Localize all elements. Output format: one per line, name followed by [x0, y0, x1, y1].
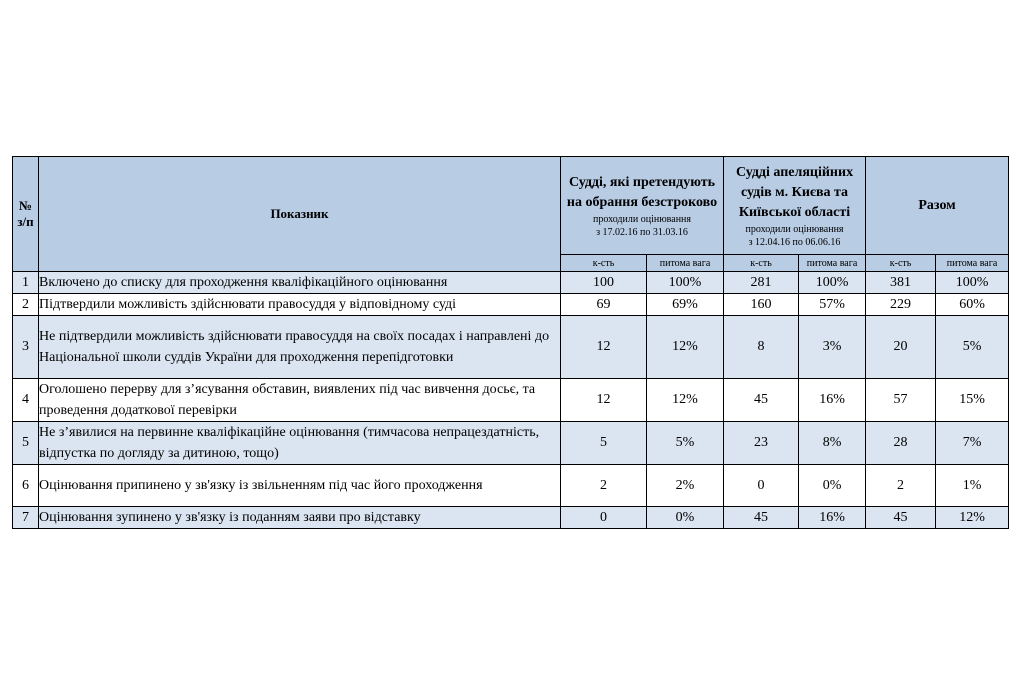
- row-share-total: 15%: [936, 379, 1009, 422]
- table-row: [13, 422, 1009, 465]
- row-indicator: Оцінювання зупинено у зв'язку із поданням заяви про відставку: [39, 507, 561, 529]
- row-share-total: 1%: [936, 465, 1009, 507]
- row-share-total: 60%: [936, 294, 1009, 316]
- header-group-1: [561, 157, 724, 255]
- row-num: 3: [13, 316, 39, 379]
- group-1-title: Судді, які претендують на обрання безстроково: [566, 174, 718, 210]
- row-share-2: 0%: [799, 465, 866, 507]
- row-count-2: 45: [724, 507, 799, 529]
- row-count-total: 2: [866, 465, 936, 507]
- row-share-1: 0%: [647, 507, 724, 529]
- row-num: 5: [13, 422, 39, 465]
- table-row: [13, 294, 1009, 316]
- group-1-sub1: проходили оцінювання: [593, 213, 691, 225]
- row-num: 6: [13, 465, 39, 507]
- row-share-total: 7%: [936, 422, 1009, 465]
- subheader-count-3: к-сть: [866, 255, 936, 272]
- table-row: [13, 379, 1009, 422]
- header-group-2: [724, 157, 866, 255]
- subheader-share-3: питома вага: [936, 255, 1009, 272]
- row-count-2: 160: [724, 294, 799, 316]
- row-count-total: 45: [866, 507, 936, 529]
- row-num: 4: [13, 379, 39, 422]
- subheader-share-2: питома вага: [799, 255, 866, 272]
- group-2-sub2: з 12.04.16 по 06.06.16: [748, 236, 841, 248]
- row-count-1: 12: [561, 379, 647, 422]
- row-share-2: 8%: [799, 422, 866, 465]
- table-row: [13, 316, 1009, 379]
- row-share-2: 16%: [799, 379, 866, 422]
- row-count-1: 12: [561, 316, 647, 379]
- header-total: Разом: [866, 157, 1009, 255]
- subheader-count-1: к-сть: [561, 255, 647, 272]
- group-1-sub2: з 17.02.16 по 31.03.16: [596, 226, 688, 238]
- row-indicator: Оголошено перерву для з’ясування обставин, виявлених під час вивчення досьє, та проведення додаткової перевірки: [39, 379, 561, 422]
- row-count-2: 281: [724, 272, 799, 294]
- row-num: 2: [13, 294, 39, 316]
- row-count-1: 69: [561, 294, 647, 316]
- group-2-sub1: проходили оцінювання: [745, 223, 844, 235]
- row-share-1: 5%: [647, 422, 724, 465]
- row-share-2: 3%: [799, 316, 866, 379]
- row-num: 1: [13, 272, 39, 294]
- row-indicator: Підтвердили можливість здійснювати правосуддя у відповідному суді: [39, 294, 561, 316]
- row-share-2: 57%: [799, 294, 866, 316]
- header-indicator: Показник: [39, 157, 561, 272]
- row-indicator: Включено до списку для проходження кваліфікаційного оцінювання: [39, 272, 561, 294]
- row-share-2: 100%: [799, 272, 866, 294]
- table-row: [13, 465, 1009, 507]
- row-count-1: 0: [561, 507, 647, 529]
- subheader-share-1: питома вага: [647, 255, 724, 272]
- row-count-total: 381: [866, 272, 936, 294]
- row-count-1: 5: [561, 422, 647, 465]
- row-indicator: Не з’явилися на первинне кваліфікаційне оцінювання (тимчасова непрацездатність, відпустка по догляду за дитиною, тощо): [39, 422, 561, 465]
- row-num: 7: [13, 507, 39, 529]
- row-count-1: 2: [561, 465, 647, 507]
- row-count-total: 229: [866, 294, 936, 316]
- row-share-1: 100%: [647, 272, 724, 294]
- subheader-count-2: к-сть: [724, 255, 799, 272]
- row-count-2: 0: [724, 465, 799, 507]
- row-share-total: 5%: [936, 316, 1009, 379]
- row-indicator: Не підтвердили можливість здійснювати правосуддя на своїх посадах і направлені до Національної школи суддів України для проходження перепідготовки: [39, 316, 561, 379]
- row-share-1: 2%: [647, 465, 724, 507]
- group-2-title: Судді апеляційних судів м. Києва та Київської області: [735, 164, 854, 220]
- row-count-total: 28: [866, 422, 936, 465]
- row-share-1: 12%: [647, 316, 724, 379]
- table-row: [13, 272, 1009, 294]
- row-count-2: 45: [724, 379, 799, 422]
- row-share-1: 12%: [647, 379, 724, 422]
- table-row: [13, 507, 1009, 529]
- row-share-2: 16%: [799, 507, 866, 529]
- row-count-total: 57: [866, 379, 936, 422]
- row-indicator: Оцінювання припинено у зв'язку із звільненням під час його проходження: [39, 465, 561, 507]
- header-num: № з/п: [13, 157, 39, 272]
- row-share-total: 12%: [936, 507, 1009, 529]
- row-share-total: 100%: [936, 272, 1009, 294]
- row-count-2: 23: [724, 422, 799, 465]
- evaluation-stats-table: [12, 156, 1009, 529]
- row-count-1: 100: [561, 272, 647, 294]
- row-count-2: 8: [724, 316, 799, 379]
- row-count-total: 20: [866, 316, 936, 379]
- row-share-1: 69%: [647, 294, 724, 316]
